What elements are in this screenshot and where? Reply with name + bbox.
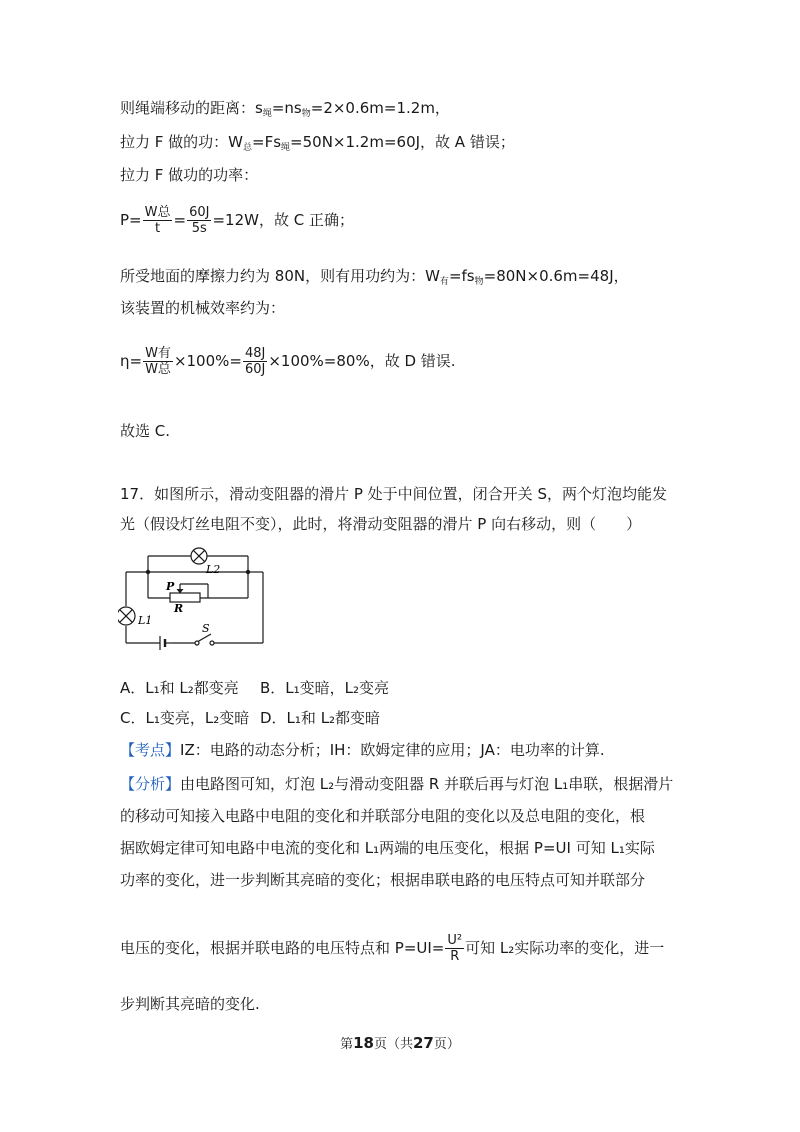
solution-line-power-formula: P= $\frac{\text{W总}}{t}$ = $\frac{60J}{5s}$ =12W，故 C 正确； (120, 205, 354, 236)
fraction-useful-over-total: $\frac{\text{W有}}{\text{W总}}$ (145, 346, 171, 377)
junction-left (146, 570, 150, 574)
fenxi-line-5: 电压的变化，根据并联电路的电压特点和 P=UI= $\frac{\text{U²}}{R}$ 可知 L₂实际功率的变化，进一 (120, 933, 665, 964)
solution-line-useful-work: 所受地面的摩擦力约为 80N，则有用功约为：$W_有=fs_物=80N\times 0.6m=48J$， (120, 267, 629, 287)
fenxi-line-1: 【分析】由电路图可知，灯泡 L₂与滑动变阻器 R 并联后再与灯泡 L₁串联，根据滑片 (120, 775, 674, 793)
solution-answer: 故选 C. (120, 422, 171, 440)
solution-line-efficiency-formula: η= $\frac{\text{W有}}{\text{W总}}$ ×100%= $\frac{48J}{60J}$ ×100%=80%，故 D 错误. (120, 346, 456, 377)
fenxi-tag: 【分析】 (120, 775, 181, 793)
circuit-diagram (118, 540, 278, 652)
fraction-u2-over-r: $\frac{\text{U²}}{R}$ (447, 933, 463, 964)
fenxi-line-2: 的移动可知接入电路中电阻的变化和并联部分电阻的变化以及总电阻的变化，根 (120, 807, 646, 825)
fraction-60j-over-5s: $\frac{60J}{5s}$ (189, 205, 210, 236)
option-c: C．L₁变亮，L₂变暗 (120, 709, 250, 727)
solution-line-efficiency-heading: 该装置的机械效率约为： (120, 299, 286, 317)
question-stem-line-1: 17．如图所示，滑动变阻器的滑片 P 处于中间位置，闭合开关 S，两个灯泡均能发 (120, 485, 667, 503)
label-l2: L2 (206, 563, 221, 576)
label-r: R (174, 602, 184, 615)
solution-line-work: 拉力 F 做的功：$W_总=Fs_绳=50N\times 1.2m=60J$，故 A 错误； (120, 133, 515, 153)
page-number: 18 (353, 1034, 374, 1052)
junction-right (246, 570, 250, 574)
page-footer: 第18页（共27页） (340, 1034, 460, 1052)
solution-line-power-heading: 拉力 F 做功的功率： (120, 166, 259, 184)
fraction-48j-over-60j: $\frac{48J}{60J}$ (244, 346, 266, 377)
kaodian-tag: 【考点】 (120, 741, 181, 759)
kaodian-line: 【考点】IZ：电路的动态分析；IH：欧姆定律的应用；JA：电功率的计算. (120, 741, 605, 759)
option-b: B．L₁变暗，L₂变亮 (260, 679, 390, 697)
fraction-work-over-time: $\frac{\text{W总}}{t}$ (144, 205, 171, 236)
fenxi-line-3: 据欧姆定律可知电路中电流的变化和 L₁两端的电压变化，根据 P=UI 可知 L₁实际 (120, 839, 655, 857)
fenxi-line-6: 步判断其亮暗的变化. (120, 995, 260, 1013)
rheostat-resistor (170, 593, 200, 602)
page-total: 27 (413, 1034, 434, 1052)
switch-contact-right (210, 641, 214, 645)
label-l1: L1 (138, 614, 153, 627)
label-p: P (166, 580, 175, 593)
option-a: A．L₁和 L₂都变亮 (120, 679, 239, 697)
solution-line-rope-distance: 则绳端移动的距离：$s_绳=ns_物=2\times 0.6m=1.2m$， (120, 99, 450, 119)
fenxi-line-4: 功率的变化，进一步判断其亮暗的变化；根据串联电路的电压特点可知并联部分 (120, 871, 646, 889)
question-stem-line-2: 光（假设灯丝电阻不变），此时，将滑动变阻器的滑片 P 向右移动，则（ ） (120, 515, 642, 533)
switch-lever (198, 634, 211, 642)
label-s: S (202, 622, 210, 635)
option-d: D．L₁和 L₂都变暗 (260, 709, 381, 727)
